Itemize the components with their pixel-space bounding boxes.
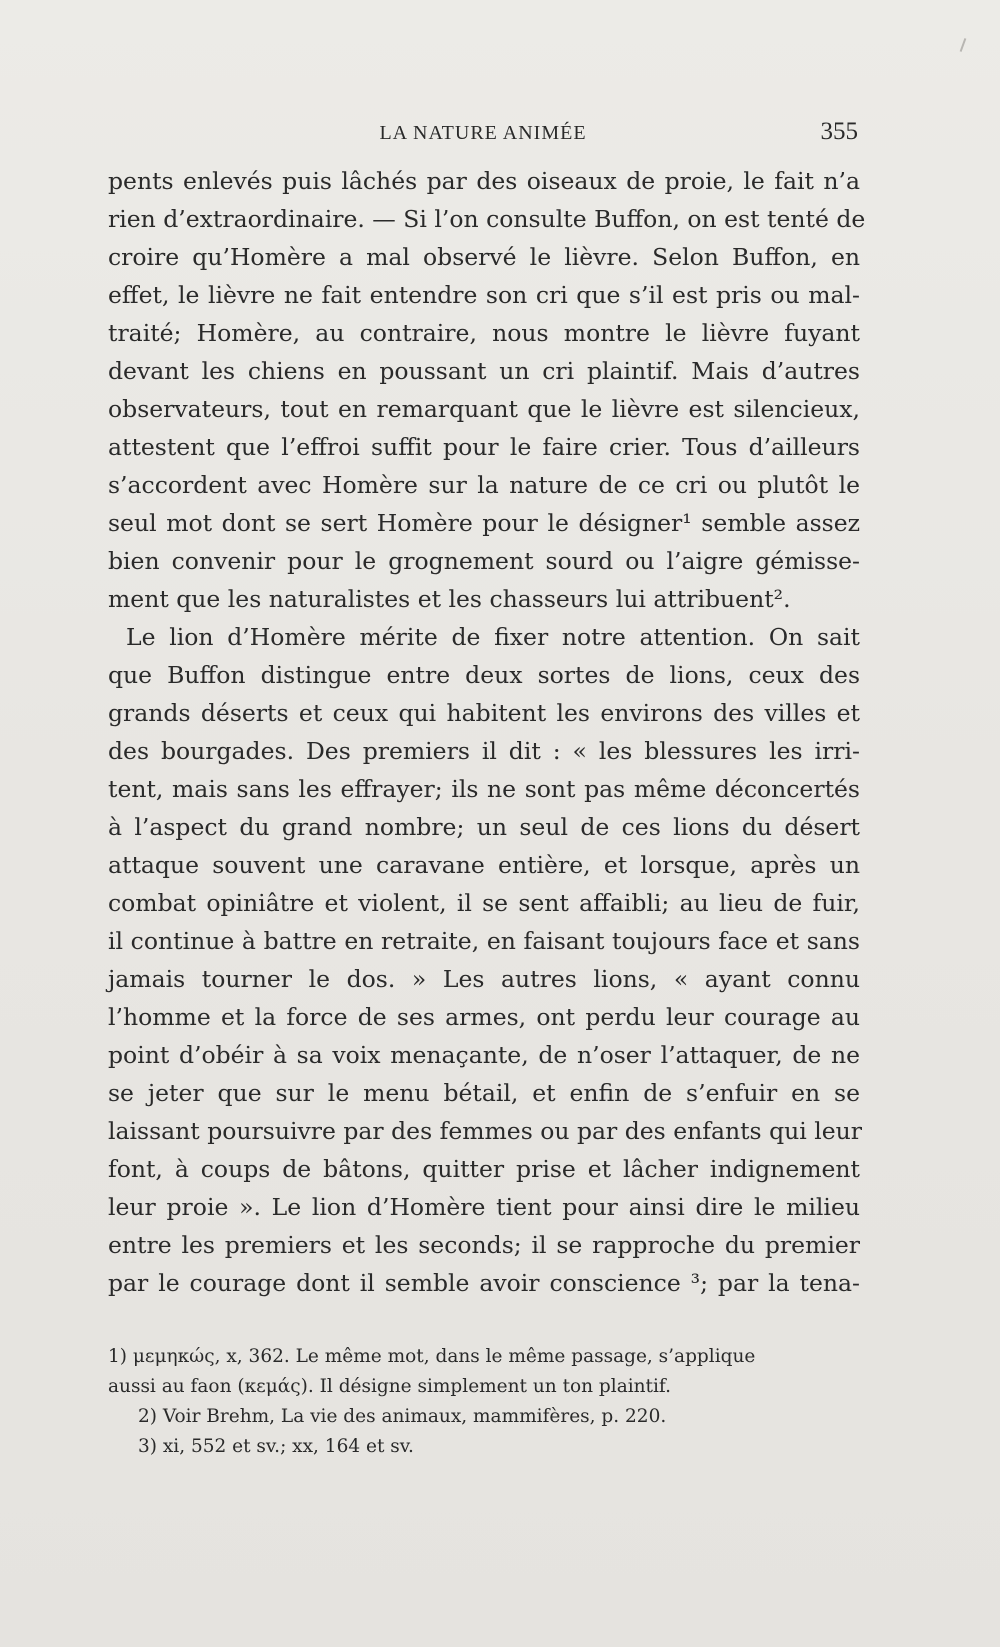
text-line: entre les premiers et les seconds; il se rapproche du premier	[108, 1231, 860, 1259]
footnote-2: 2) Voir Brehm, La vie des animaux, mammifères, p. 220.	[138, 1406, 667, 1427]
text-line: croire qu’Homère a mal observé le lièvre. Selon Buffon, en	[108, 243, 860, 271]
text-line: leur proie ». Le lion d’Homère tient pour ainsi dire le milieu	[108, 1193, 860, 1221]
text-line: devant les chiens en poussant un cri plaintif. Mais d’autres	[108, 357, 860, 385]
text-line: effet, le lièvre ne fait entendre son cri que s’il est pris ou mal-	[108, 281, 860, 309]
text-line: bien convenir pour le grognement sourd ou l’aigre gémisse-	[108, 547, 860, 575]
text-line: l’homme et la force de ses armes, ont perdu leur courage au	[108, 1003, 860, 1031]
text-line: traité; Homère, au contraire, nous montre le lièvre fuyant	[108, 319, 860, 347]
text-line: laissant poursuivre par des femmes ou par des enfants qui leur	[108, 1117, 863, 1145]
running-head	[108, 118, 858, 152]
text-line: il continue à battre en retraite, en faisant toujours face et sans	[108, 927, 860, 955]
footnote-1: 1) μεμηκώς, x, 362. Le même mot, dans le même passage, s’applique	[108, 1346, 756, 1367]
text-line: observateurs, tout en remarquant que le lièvre est silencieux,	[108, 395, 860, 423]
text-line: par le courage dont il semble avoir conscience ³; par la tena-	[108, 1269, 860, 1297]
footnote-3: 3) xi, 552 et sv.; xx, 164 et sv.	[138, 1436, 414, 1457]
text-line: que Buffon distingue entre deux sortes de lions, ceux des	[108, 661, 860, 689]
text-line: combat opiniâtre et violent, il se sent affaibli; au lieu de fuir,	[108, 889, 860, 917]
text-line: font, à coups de bâtons, quitter prise et lâcher indignement	[108, 1155, 860, 1183]
text-line: attaque souvent une caravane entière, et lorsque, après un	[108, 851, 860, 879]
running-title: LA NATURE ANIMÉE	[379, 122, 587, 144]
footnotes	[108, 1342, 878, 1462]
text-line: point d’obéir à sa voix menaçante, de n’oser l’attaquer, de ne	[108, 1041, 860, 1069]
text-line: s’accordent avec Homère sur la nature de ce cri ou plutôt le	[108, 471, 860, 499]
text-line: pents enlevés puis lâchés par des oiseaux de proie, le fait n’a	[108, 167, 860, 195]
text-line: rien d’extraordinaire. — Si l’on consulte Buffon, on est tenté de	[108, 205, 866, 233]
body-text	[108, 162, 866, 1302]
text-line: tent, mais sans les effrayer; ils ne sont pas même déconcertés	[108, 775, 860, 803]
text-line: jamais tourner le dos. » Les autres lions, « ayant connu	[108, 965, 860, 993]
footnote-1-continued: aussi au faon (κεμάς). Il désigne simplement un ton plaintif.	[108, 1376, 671, 1397]
paper-mark	[960, 38, 967, 52]
text-line: à l’aspect du grand nombre; un seul de ces lions du désert	[108, 813, 860, 841]
text-line: ment que les naturalistes et les chasseurs lui attribuent².	[108, 585, 791, 613]
text-line: attestent que l’effroi suffit pour le faire crier. Tous d’ailleurs	[108, 433, 860, 461]
text-line: grands déserts et ceux qui habitent les environs des villes et	[108, 699, 860, 727]
page-number: 355	[820, 118, 858, 145]
text-line: des bourgades. Des premiers il dit : « les blessures les irri-	[108, 737, 860, 765]
text-line: se jeter que sur le menu bétail, et enfin de s’enfuir en se	[108, 1079, 860, 1107]
text-line: Le lion d’Homère mérite de fixer notre attention. On sait	[126, 623, 860, 651]
text-line: seul mot dont se sert Homère pour le désigner¹ semble assez	[108, 509, 860, 537]
